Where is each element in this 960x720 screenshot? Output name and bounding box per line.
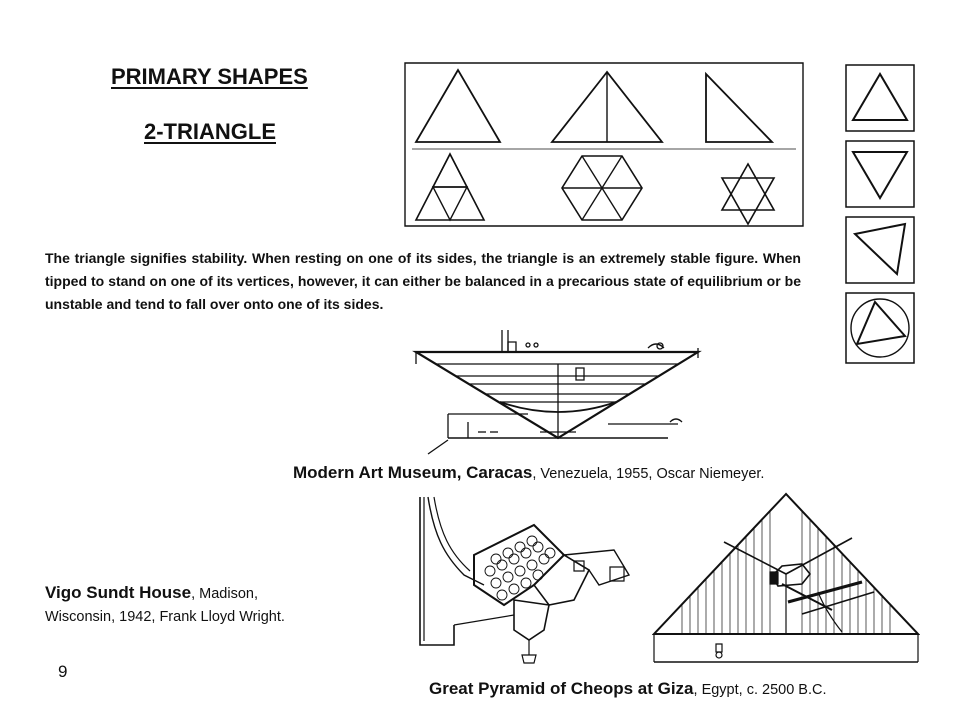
great-pyramid-section (652, 492, 920, 664)
triangle-upright-box (845, 64, 915, 132)
pyramid-caption (429, 679, 827, 699)
vigo-caption-detail-2: Wisconsin, 1942, Frank Lloyd Wright. (45, 609, 285, 625)
triangle-in-circle-box (845, 292, 915, 364)
vigo-caption (45, 581, 285, 629)
pyramid-caption-detail: , Egypt, c. 2500 B.C. (693, 682, 827, 698)
museum-caption-name: Modern Art Museum, Caracas (293, 463, 533, 482)
museum-caption-detail: , Venezuela, 1955, Oscar Niemeyer. (532, 466, 765, 482)
slide-title: PRIMARY SHAPES (111, 64, 308, 89)
museum-section-drawing (408, 328, 708, 456)
triangle-variations-figure (404, 62, 804, 227)
slide-subtitle: 2-TRIANGLE (144, 119, 276, 144)
triangle-tilted-box (845, 216, 915, 284)
triangle-description: The triangle signifies stability. When resting on one of its sides, the triangle is an extremely stable figure. When tipped to stand on one of its vertices, however, it can either be balanced in a precarious state of equilibrium or be unstable and tend to fall over onto one of its sides. (45, 250, 801, 312)
museum-caption (293, 463, 764, 483)
pyramid-caption-name: Great Pyramid of Cheops at Giza (429, 679, 694, 698)
triangle-inverted-box (845, 140, 915, 208)
page-number: 9 (58, 662, 68, 681)
vigo-caption-name: Vigo Sundt House (45, 583, 192, 602)
vigo-caption-detail-1: , Madison, (191, 586, 258, 602)
vigo-sundt-house-plan (414, 495, 654, 665)
